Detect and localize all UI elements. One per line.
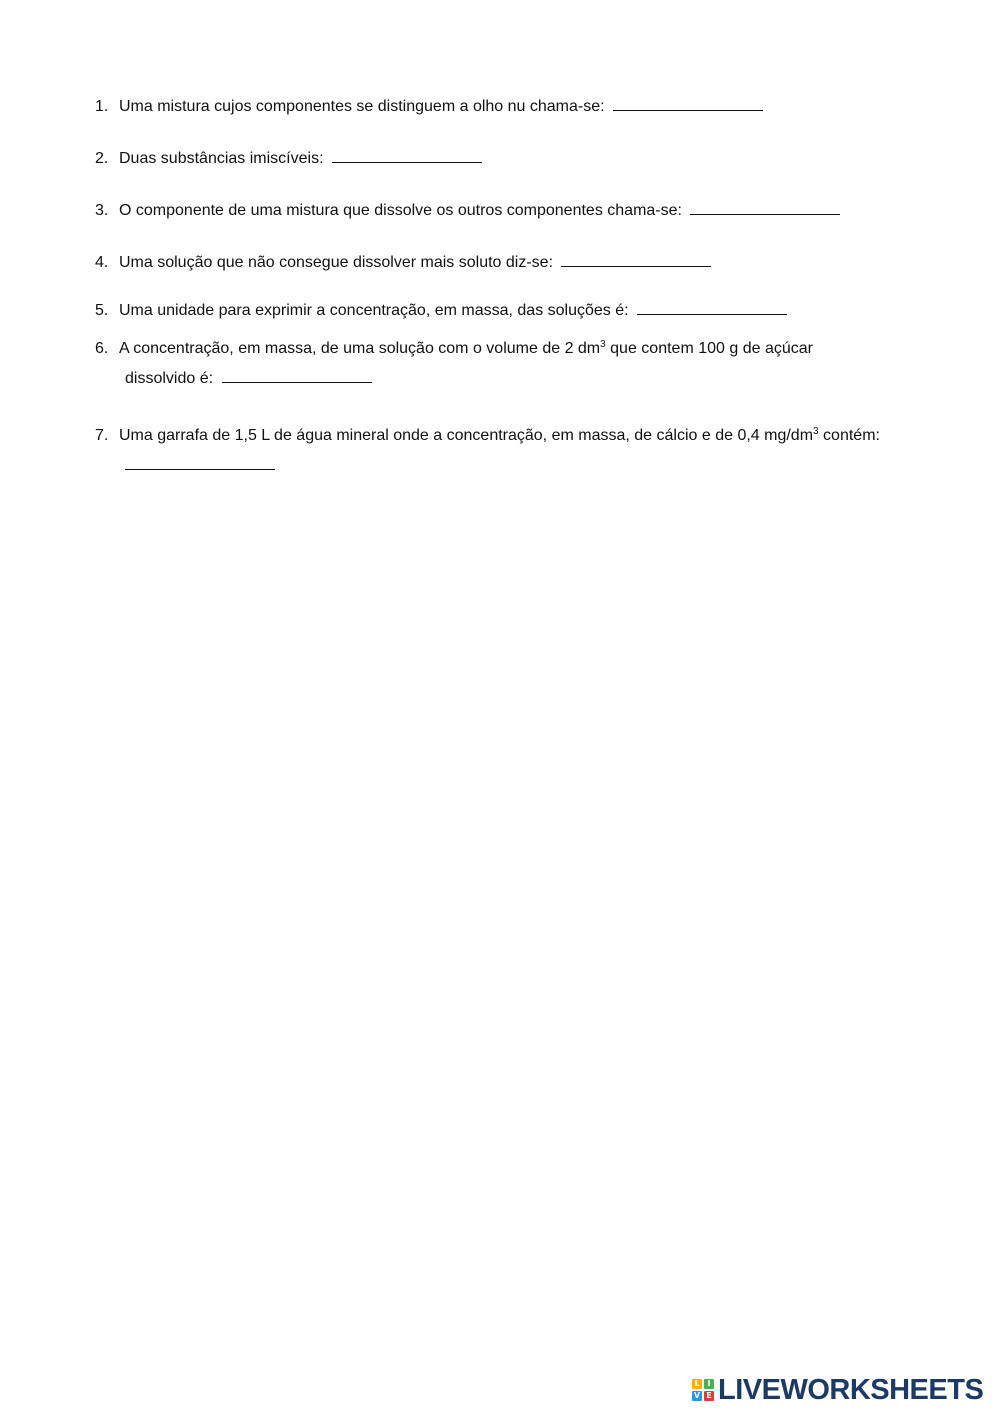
question-number: 2. — [95, 150, 109, 167]
answer-blank-7[interactable] — [125, 455, 275, 470]
question-number: 4. — [95, 254, 109, 271]
question-text: O componente de uma mistura que dissolve os outros componentes chama-se: — [119, 202, 682, 219]
answer-blank-5[interactable] — [637, 300, 787, 315]
question-2 — [95, 148, 482, 169]
question-number: 1. — [95, 98, 109, 115]
question-text: Duas substâncias imiscíveis: — [119, 150, 324, 167]
question-text-continued: contém: — [823, 427, 880, 444]
question-7 — [95, 426, 880, 476]
superscript: 3 — [600, 339, 606, 350]
question-1 — [95, 96, 763, 117]
question-text: A concentração, em massa, de uma solução com o volume de 2 dm — [119, 340, 601, 357]
logo-icon — [692, 1379, 714, 1401]
logo-letter-v: V — [693, 1391, 701, 1400]
answer-blank-4[interactable] — [561, 252, 711, 267]
question-text: Uma garrafa de 1,5 L de água mineral onde a concentração, em massa, de cálcio e de 0,4 mg/dm — [119, 427, 814, 444]
question-text: Uma mistura cujos componentes se distinguem a olho nu chama-se: — [119, 98, 605, 115]
question-number: 3. — [95, 202, 109, 219]
logo-letter-l: L — [692, 1379, 702, 1389]
question-6 — [95, 339, 813, 389]
logo-letter-i: I — [704, 1379, 714, 1389]
question-5 — [95, 300, 787, 321]
liveworksheets-logo — [692, 1373, 984, 1406]
logo-wordmark: LIVEWORKSHEETS — [718, 1373, 984, 1406]
question-text: Uma unidade para exprimir a concentração, em massa, das soluções é: — [119, 302, 629, 319]
question-7-second-line — [95, 455, 880, 476]
question-text-wrap: dissolvido é: — [125, 370, 214, 387]
question-text: Uma solução que não consegue dissolver mais soluto diz-se: — [119, 254, 554, 271]
logo-letter-e: E — [704, 1391, 714, 1401]
question-number: 6. — [95, 340, 109, 357]
answer-blank-3[interactable] — [690, 200, 840, 215]
question-4 — [95, 252, 711, 273]
question-3 — [95, 200, 840, 221]
answer-blank-6[interactable] — [222, 368, 372, 383]
superscript: 3 — [813, 426, 819, 437]
question-6-second-line — [95, 368, 813, 389]
question-text-continued: que contem 100 g de açúcar — [610, 340, 813, 357]
question-number: 5. — [95, 302, 109, 319]
answer-blank-2[interactable] — [332, 148, 482, 163]
question-number: 7. — [95, 427, 109, 444]
answer-blank-1[interactable] — [613, 96, 763, 111]
